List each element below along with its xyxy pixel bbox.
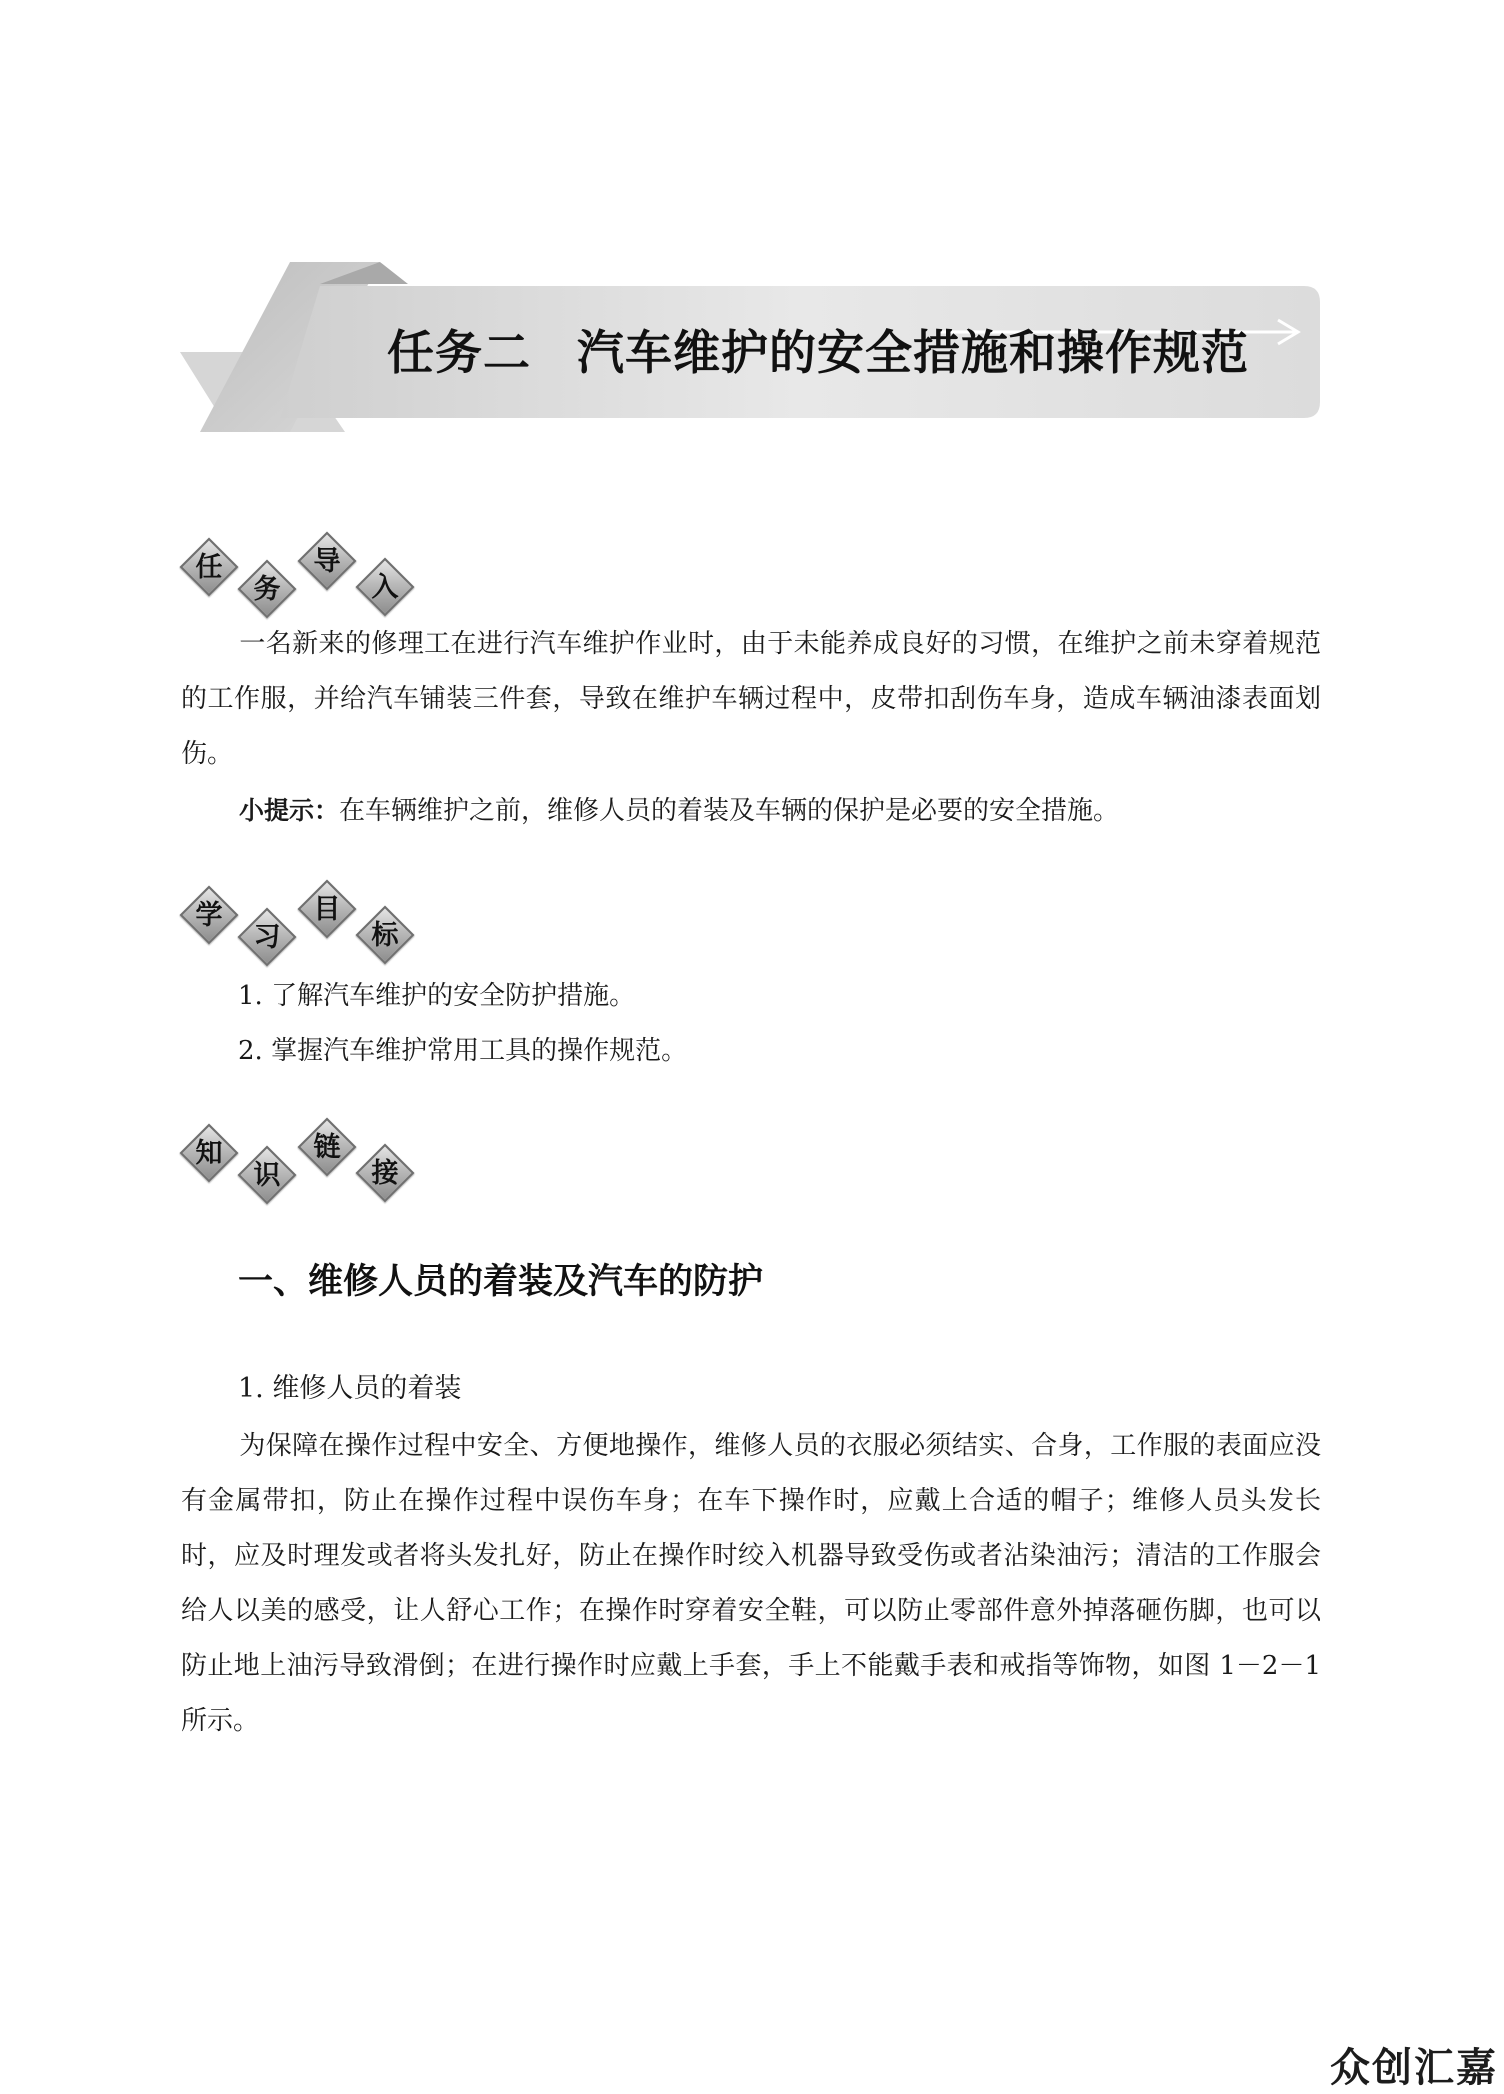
badge-char: 学 (195, 899, 223, 931)
task-name: 汽车维护的安全措施和操作规范 (577, 326, 1249, 381)
badge-learning-goals (180, 866, 430, 966)
badge-char: 任 (195, 551, 223, 583)
badge-diamond (238, 560, 296, 618)
badge-char: 链 (313, 1131, 341, 1163)
goal-item-1: 1. 了解汽车维护的安全防护措施。 (238, 981, 636, 1011)
tip-paragraph (181, 783, 1321, 839)
badge-diamond (356, 1144, 414, 1202)
badge-char: 务 (253, 573, 281, 605)
badge-diamond (180, 886, 238, 944)
sub-heading: 1. 维修人员的着装 (238, 1373, 462, 1404)
section-heading: 一、维修人员的着装及汽车的防护 (238, 1262, 764, 1302)
badge-diamond (180, 1124, 238, 1182)
intro-text: 一名新来的修理工在进行汽车维护作业时，由于未能养成良好的习惯，在维护之前未穿着规范的工作服，并给汽车铺装三件套，导致在维护车辆过程中，皮带扣刮伤车身，造成车辆油漆表面划伤。 (181, 629, 1321, 769)
badge-diamond (180, 538, 238, 596)
goal-item-2: 2. 掌握汽车维护常用工具的操作规范。 (238, 1036, 688, 1066)
badge-diamond (356, 906, 414, 964)
badge-char: 知 (195, 1137, 223, 1169)
badge-task-intro (180, 518, 430, 618)
page-title (387, 326, 1249, 381)
body-paragraph (181, 1419, 1321, 1749)
body-text: 为保障在操作过程中安全、方便地操作，维修人员的衣服必须结实、合身，工作服的表面应没有金属带扣，防止在操作过程中误伤车身；在车下操作时，应戴上合适的帽子；维修人员头发长时，应及时理发或者将头发扎好，防止在操作时绞入机器导致受伤或者沾染油污；清洁的工作服会给人以美的感受，让人舒心工作；在操作时穿着安全鞋，可以防止零部件意外掉落砸伤脚，也可以防止地上油污导致滑倒；在进行操作时应戴上手套，手上不能戴手表和戒指等饰物，如图 1－2－1 所示。 (181, 1431, 1321, 1736)
badge-diamond (298, 880, 356, 938)
badge-knowledge-link (180, 1104, 430, 1204)
badge-char: 识 (253, 1159, 281, 1191)
badge-diamond (298, 1118, 356, 1176)
badge-char: 习 (253, 921, 281, 953)
intro-paragraph (181, 617, 1321, 782)
task-number: 任务二 (387, 326, 531, 381)
badge-char: 目 (313, 893, 341, 925)
badge-char: 入 (371, 571, 399, 603)
badge-char: 接 (371, 1157, 399, 1189)
badge-diamond (298, 532, 356, 590)
badge-diamond (238, 908, 296, 966)
badge-diamond (356, 558, 414, 616)
watermark-logo: 众创汇嘉 (1330, 2045, 1498, 2091)
badge-char: 导 (313, 545, 341, 577)
tip-text: 在车辆维护之前，维修人员的着装及车辆的保护是必要的安全措施。 (339, 796, 1120, 826)
badge-char: 标 (371, 919, 399, 951)
badge-diamond (238, 1146, 296, 1204)
tip-label: 小提示： (239, 796, 340, 825)
